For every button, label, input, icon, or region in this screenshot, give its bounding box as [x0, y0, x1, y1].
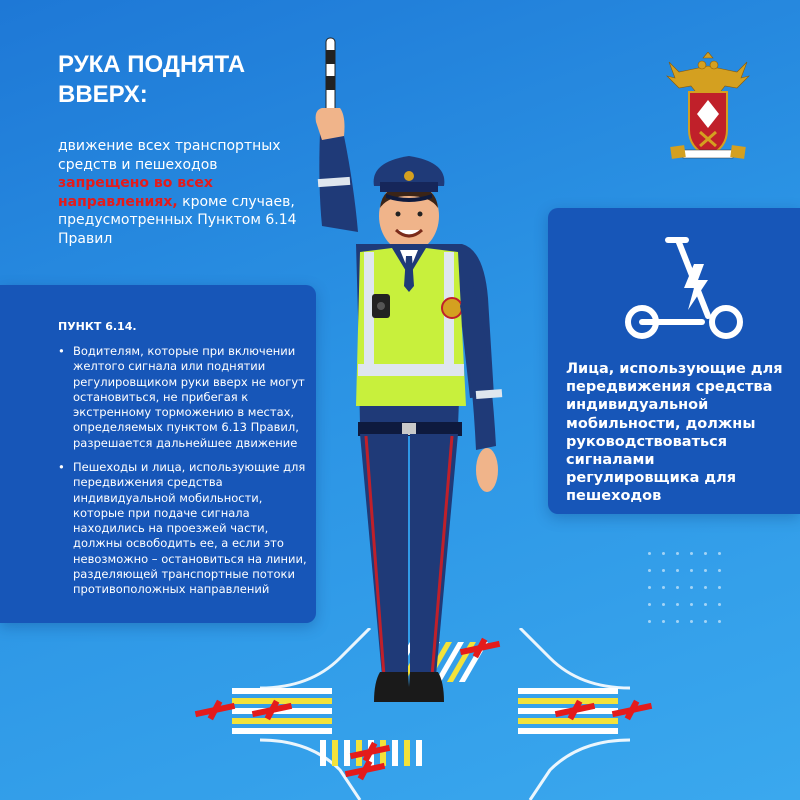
- emblem-icon: [665, 52, 751, 167]
- rule-title: ПУНКТ 6.14.: [58, 320, 137, 333]
- scooter-text: Лица, использующие для передвижения средства индивидуальной мобильности, должны руководствоваться сигналами регулировщика для пешеходов: [566, 361, 783, 505]
- intro-text-highlight: запрещено во всех направлениях,: [58, 175, 213, 210]
- rule-bullet-text: Пешеходы и лица, использующие для передвижения средства индивидуальной мобильности, которые при подаче сигнала находились на проезжей части, должны освободить ее, а если это невозможно – остановиться на линии, разделяющей транспортные потоки противоположных направлений: [73, 460, 307, 597]
- intro-text-part2: кроме случаев, предусмотренных Пунктом 6.14 Правил: [58, 193, 297, 247]
- intro-text-part1: движение всех транспортных средств и пешеходов: [58, 138, 281, 173]
- decorative-dots: [648, 552, 732, 623]
- rule-bullet: • Пешеходы и лица, использующие для передвижения средства индивидуальной мобильности, которые при подаче сигнала находились на проезжей части, должны освободить ее, а если это невозможно – остановиться на линии, разделяющей транспортные потоки противоположных направлений: [58, 460, 307, 597]
- page-title: РУКА ПОДНЯТА ВВЕРХ:: [58, 51, 246, 108]
- traffic-officer-illustration: [300, 36, 510, 716]
- electric-scooter-icon: [616, 230, 746, 342]
- rule-bullet: • Водителям, которые при включении желтого сигнала или поднятии регулировщиком руки вверх не могут остановиться, не прибегая к экстренному торможению в местах, определяемых пунктом 6.13 Правил, разрешается дальнейшее движение: [58, 344, 305, 450]
- intro-text: [58, 137, 308, 248]
- baton-icon: [326, 38, 335, 114]
- rule-bullet-text: Водителям, которые при включении желтого сигнала или поднятии регулировщиком руки вверх не могут остановиться, не прибегая к экстренному торможению в местах, определяемых пунктом 6.13 Правил, разрешается дальнейшее движение: [73, 344, 305, 450]
